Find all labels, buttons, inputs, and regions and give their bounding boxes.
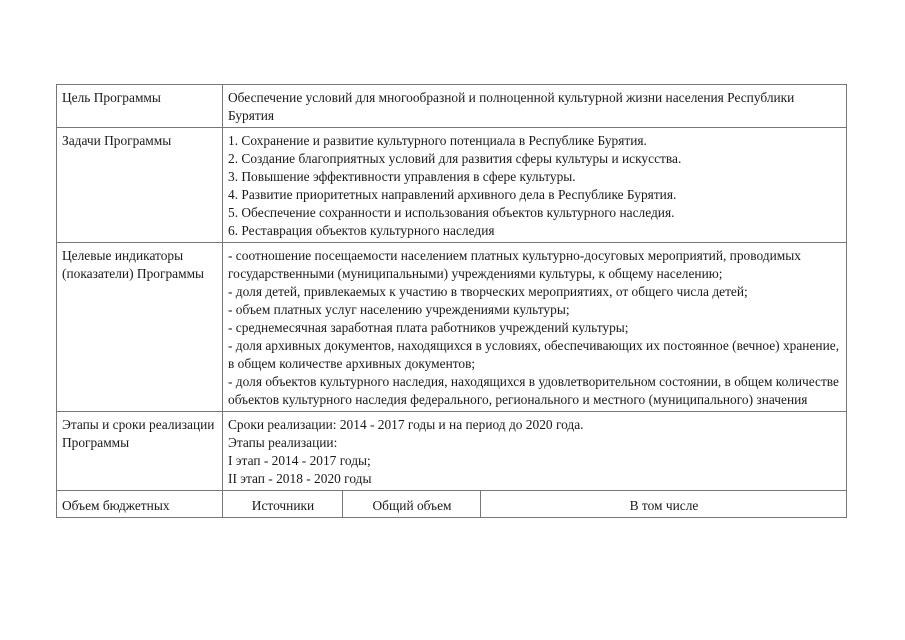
goal-row xyxy=(57,85,847,128)
budget-label: Объем бюджетных xyxy=(57,491,223,518)
budget-sources-header: Источники xyxy=(223,491,343,518)
tasks-list xyxy=(223,128,847,243)
program-passport-table xyxy=(56,84,847,518)
indicator-item: - доля архивных документов, находящихся в условиях, обеспечивающих их постоянное (вечное) хранение, в общем количестве архивных документов; xyxy=(228,338,840,371)
stage-item: I этап - 2014 - 2017 годы; xyxy=(228,453,371,468)
indicators-label: Целевые индикаторы (показатели) Программы xyxy=(57,243,223,412)
stage-item: Сроки реализации: 2014 - 2017 годы и на период до 2020 года. xyxy=(228,417,584,432)
indicator-item: - доля детей, привлекаемых к участию в творческих мероприятиях, от общего числа детей; xyxy=(228,284,748,299)
goal-label: Цель Программы xyxy=(57,85,223,128)
tasks-row xyxy=(57,128,847,243)
indicator-item: - объем платных услуг населению учреждениями культуры; xyxy=(228,302,570,317)
budget-total-header: Общий объем xyxy=(343,491,481,518)
stages-label: Этапы и сроки реализации Программы xyxy=(57,412,223,491)
budget-row xyxy=(57,491,847,518)
stage-item: Этапы реализации: xyxy=(228,435,338,450)
indicator-item: - соотношение посещаемости населением платных культурно-досуговых мероприятий, проводимых государственными (муниципальными) учреждениями культуры, к общему населению; xyxy=(228,248,801,281)
task-item: 4. Развитие приоритетных направлений архивного дела в Республике Бурятия. xyxy=(228,187,677,202)
indicators-list xyxy=(223,243,847,412)
task-item: 1. Сохранение и развитие культурного потенциала в Республике Бурятия. xyxy=(228,133,647,148)
task-item: 3. Повышение эффективности управления в сфере культуры. xyxy=(228,169,576,184)
task-item: 6. Реставрация объектов культурного наследия xyxy=(228,223,495,238)
goal-text: Обеспечение условий для многообразной и полноценной культурной жизни населения Республики Бурятия xyxy=(223,85,847,128)
task-item: 2. Создание благоприятных условий для развития сферы культуры и искусства. xyxy=(228,151,682,166)
indicators-row xyxy=(57,243,847,412)
task-item: 5. Обеспечение сохранности и использования объектов культурного наследия. xyxy=(228,205,675,220)
stages-row xyxy=(57,412,847,491)
indicator-item: - среднемесячная заработная плата работников учреждений культуры; xyxy=(228,320,629,335)
budget-including-header: В том числе xyxy=(481,491,847,518)
indicator-item: - доля объектов культурного наследия, находящихся в удовлетворительном состоянии, в общем количестве объектов культурного наследия федерального, регионального и местного (муниципального) значения xyxy=(228,374,839,407)
tasks-label: Задачи Программы xyxy=(57,128,223,243)
stages-list xyxy=(223,412,847,491)
stage-item: II этап - 2018 - 2020 годы xyxy=(228,471,372,486)
